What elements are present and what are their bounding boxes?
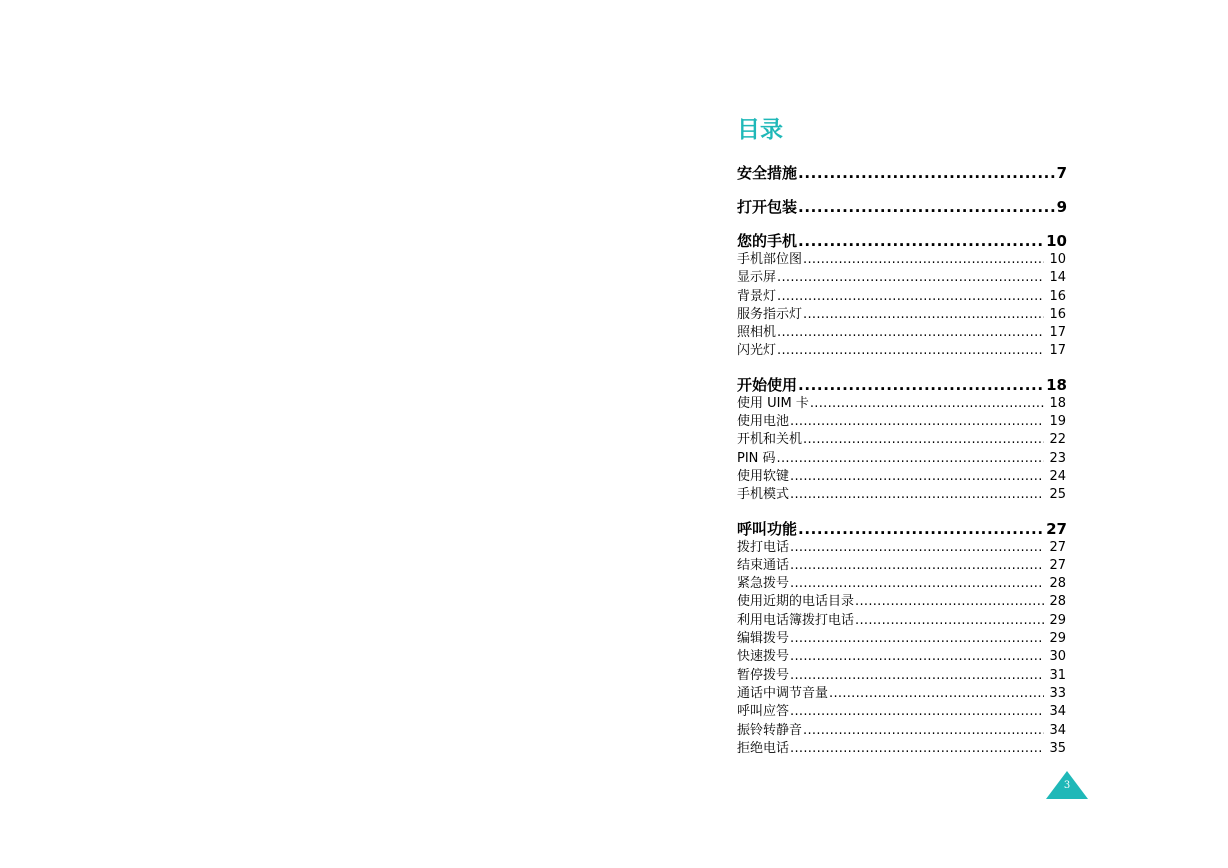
entry-title: 手机部位图 bbox=[737, 252, 803, 267]
dot-leader bbox=[798, 232, 1044, 251]
dot-leader bbox=[803, 722, 1044, 740]
entry-page-number: 16 bbox=[1049, 306, 1066, 322]
entry-title: 服务指示灯 bbox=[737, 306, 803, 322]
entry-title: 结束通话 bbox=[737, 557, 790, 573]
dot-leader bbox=[798, 198, 1055, 217]
dot-leader bbox=[790, 557, 1044, 575]
section-page-number: 7 bbox=[1056, 164, 1067, 182]
dot-leader bbox=[803, 251, 1044, 269]
entry-title: 利用电话簿拨打电话 bbox=[737, 612, 855, 628]
toc-entry bbox=[737, 593, 1067, 611]
section-page-number: 10 bbox=[1046, 232, 1067, 250]
entry-title: 紧急拨号 bbox=[737, 576, 790, 592]
page-number: 3 bbox=[1063, 780, 1071, 791]
section-page-number: 18 bbox=[1046, 375, 1067, 394]
dot-leader bbox=[790, 575, 1044, 593]
entry-page-number: 19 bbox=[1049, 414, 1066, 430]
entry-page-number: 10 bbox=[1049, 252, 1066, 267]
entry-title: 使用软键 bbox=[737, 468, 790, 484]
toc-section bbox=[737, 164, 1067, 183]
entry-title: 拨打电话 bbox=[737, 539, 790, 555]
entry-title: 暂停拨号 bbox=[737, 667, 790, 683]
entry-title: 开机和关机 bbox=[737, 432, 803, 448]
dot-leader bbox=[790, 413, 1044, 431]
dot-leader bbox=[790, 667, 1044, 685]
entry-title: 振铃转静音 bbox=[737, 722, 803, 738]
entry-title: 显示屏 bbox=[737, 270, 777, 286]
entry-title: 使用近期的电话目录 bbox=[737, 594, 855, 610]
entry-page-number: 30 bbox=[1049, 649, 1066, 665]
entry-page-number: 16 bbox=[1049, 288, 1066, 304]
dot-leader bbox=[855, 612, 1044, 630]
toc-entry bbox=[737, 324, 1067, 342]
toc-entry bbox=[737, 450, 1067, 468]
toc-entry bbox=[737, 251, 1067, 269]
dot-leader bbox=[777, 324, 1044, 342]
dot-leader bbox=[790, 740, 1044, 758]
toc-section bbox=[737, 376, 1067, 505]
entry-page-number: 25 bbox=[1049, 487, 1066, 503]
toc-entry bbox=[737, 703, 1067, 721]
entry-page-number: 17 bbox=[1049, 325, 1066, 341]
entry-page-number: 17 bbox=[1049, 343, 1066, 359]
entry-page-number: 29 bbox=[1049, 612, 1066, 628]
toc-section-heading bbox=[737, 520, 1067, 539]
entry-title: PIN 码 bbox=[737, 450, 776, 466]
toc-entry bbox=[737, 431, 1067, 449]
toc-section-heading bbox=[737, 198, 1067, 217]
dot-leader bbox=[777, 288, 1044, 306]
dot-leader bbox=[777, 342, 1044, 360]
section-title: 您的手机 bbox=[737, 232, 798, 250]
dot-leader bbox=[810, 395, 1044, 413]
entry-page-number: 33 bbox=[1049, 685, 1066, 701]
toc-entry bbox=[737, 648, 1067, 666]
entry-page-number: 18 bbox=[1049, 395, 1066, 411]
section-title: 开始使用 bbox=[737, 375, 798, 394]
toc-entry bbox=[737, 269, 1067, 287]
toc-entry bbox=[737, 685, 1067, 703]
section-title: 打开包装 bbox=[737, 198, 798, 216]
toc-entry bbox=[737, 575, 1067, 593]
entry-title: 闪光灯 bbox=[737, 343, 777, 359]
dot-leader bbox=[798, 376, 1044, 395]
dot-leader bbox=[790, 486, 1044, 504]
dot-leader bbox=[790, 630, 1044, 648]
page-number-marker bbox=[1046, 771, 1088, 799]
entry-page-number: 28 bbox=[1049, 594, 1066, 610]
toc-entry bbox=[737, 612, 1067, 630]
toc-section-heading bbox=[737, 164, 1067, 183]
entry-title: 编辑拨号 bbox=[737, 631, 790, 647]
toc-entry bbox=[737, 306, 1067, 324]
dot-leader bbox=[790, 468, 1044, 486]
toc-section bbox=[737, 232, 1067, 361]
toc-section bbox=[737, 520, 1067, 759]
toc-section-heading bbox=[737, 232, 1067, 251]
entry-page-number: 23 bbox=[1049, 450, 1066, 466]
entry-title: 照相机 bbox=[737, 325, 777, 341]
dot-leader bbox=[777, 450, 1044, 468]
section-title: 呼叫功能 bbox=[737, 519, 798, 538]
section-title: 安全措施 bbox=[737, 164, 798, 182]
section-page-number: 9 bbox=[1056, 198, 1067, 216]
entry-title: 手机模式 bbox=[737, 487, 790, 503]
dot-leader bbox=[790, 703, 1044, 721]
dot-leader bbox=[798, 164, 1055, 183]
toc-entry bbox=[737, 630, 1067, 648]
toc-section bbox=[737, 198, 1067, 217]
dot-leader bbox=[777, 269, 1044, 287]
entry-title: 通话中调节音量 bbox=[737, 685, 829, 701]
toc-entry bbox=[737, 667, 1067, 685]
toc-entry bbox=[737, 722, 1067, 740]
entry-page-number: 27 bbox=[1049, 539, 1066, 555]
entry-page-number: 31 bbox=[1049, 667, 1066, 683]
toc-entry bbox=[737, 539, 1067, 557]
toc-entry bbox=[737, 557, 1067, 575]
dot-leader bbox=[798, 520, 1044, 539]
toc-entry bbox=[737, 342, 1067, 360]
table-of-contents bbox=[737, 114, 1067, 773]
entry-page-number: 35 bbox=[1049, 740, 1066, 756]
entry-page-number: 29 bbox=[1049, 631, 1066, 647]
dot-leader bbox=[829, 685, 1044, 703]
entry-page-number: 22 bbox=[1049, 432, 1066, 448]
entry-page-number: 24 bbox=[1049, 468, 1066, 484]
entry-page-number: 14 bbox=[1049, 270, 1066, 286]
toc-entry bbox=[737, 413, 1067, 431]
entry-page-number: 28 bbox=[1049, 576, 1066, 592]
entry-title: 背景灯 bbox=[737, 288, 777, 304]
entry-page-number: 27 bbox=[1049, 557, 1066, 573]
page-title: 目录 bbox=[737, 117, 783, 143]
entry-title: 使用 UIM 卡 bbox=[737, 395, 809, 411]
entry-title: 拒绝电话 bbox=[737, 740, 790, 756]
toc-entry bbox=[737, 288, 1067, 306]
toc-entry bbox=[737, 395, 1067, 413]
entry-title: 使用电池 bbox=[737, 414, 790, 430]
dot-leader bbox=[803, 306, 1044, 324]
toc-entry bbox=[737, 468, 1067, 486]
dot-leader bbox=[803, 431, 1044, 449]
toc-entry bbox=[737, 740, 1067, 758]
entry-title: 呼叫应答 bbox=[737, 704, 790, 720]
dot-leader bbox=[855, 593, 1044, 611]
section-page-number: 27 bbox=[1046, 519, 1067, 538]
toc-section-heading bbox=[737, 376, 1067, 395]
entry-title: 快速拨号 bbox=[737, 649, 790, 665]
dot-leader bbox=[790, 648, 1044, 666]
entry-page-number: 34 bbox=[1049, 722, 1066, 738]
entry-page-number: 34 bbox=[1049, 704, 1066, 720]
toc-entry bbox=[737, 486, 1067, 504]
dot-leader bbox=[790, 539, 1044, 557]
